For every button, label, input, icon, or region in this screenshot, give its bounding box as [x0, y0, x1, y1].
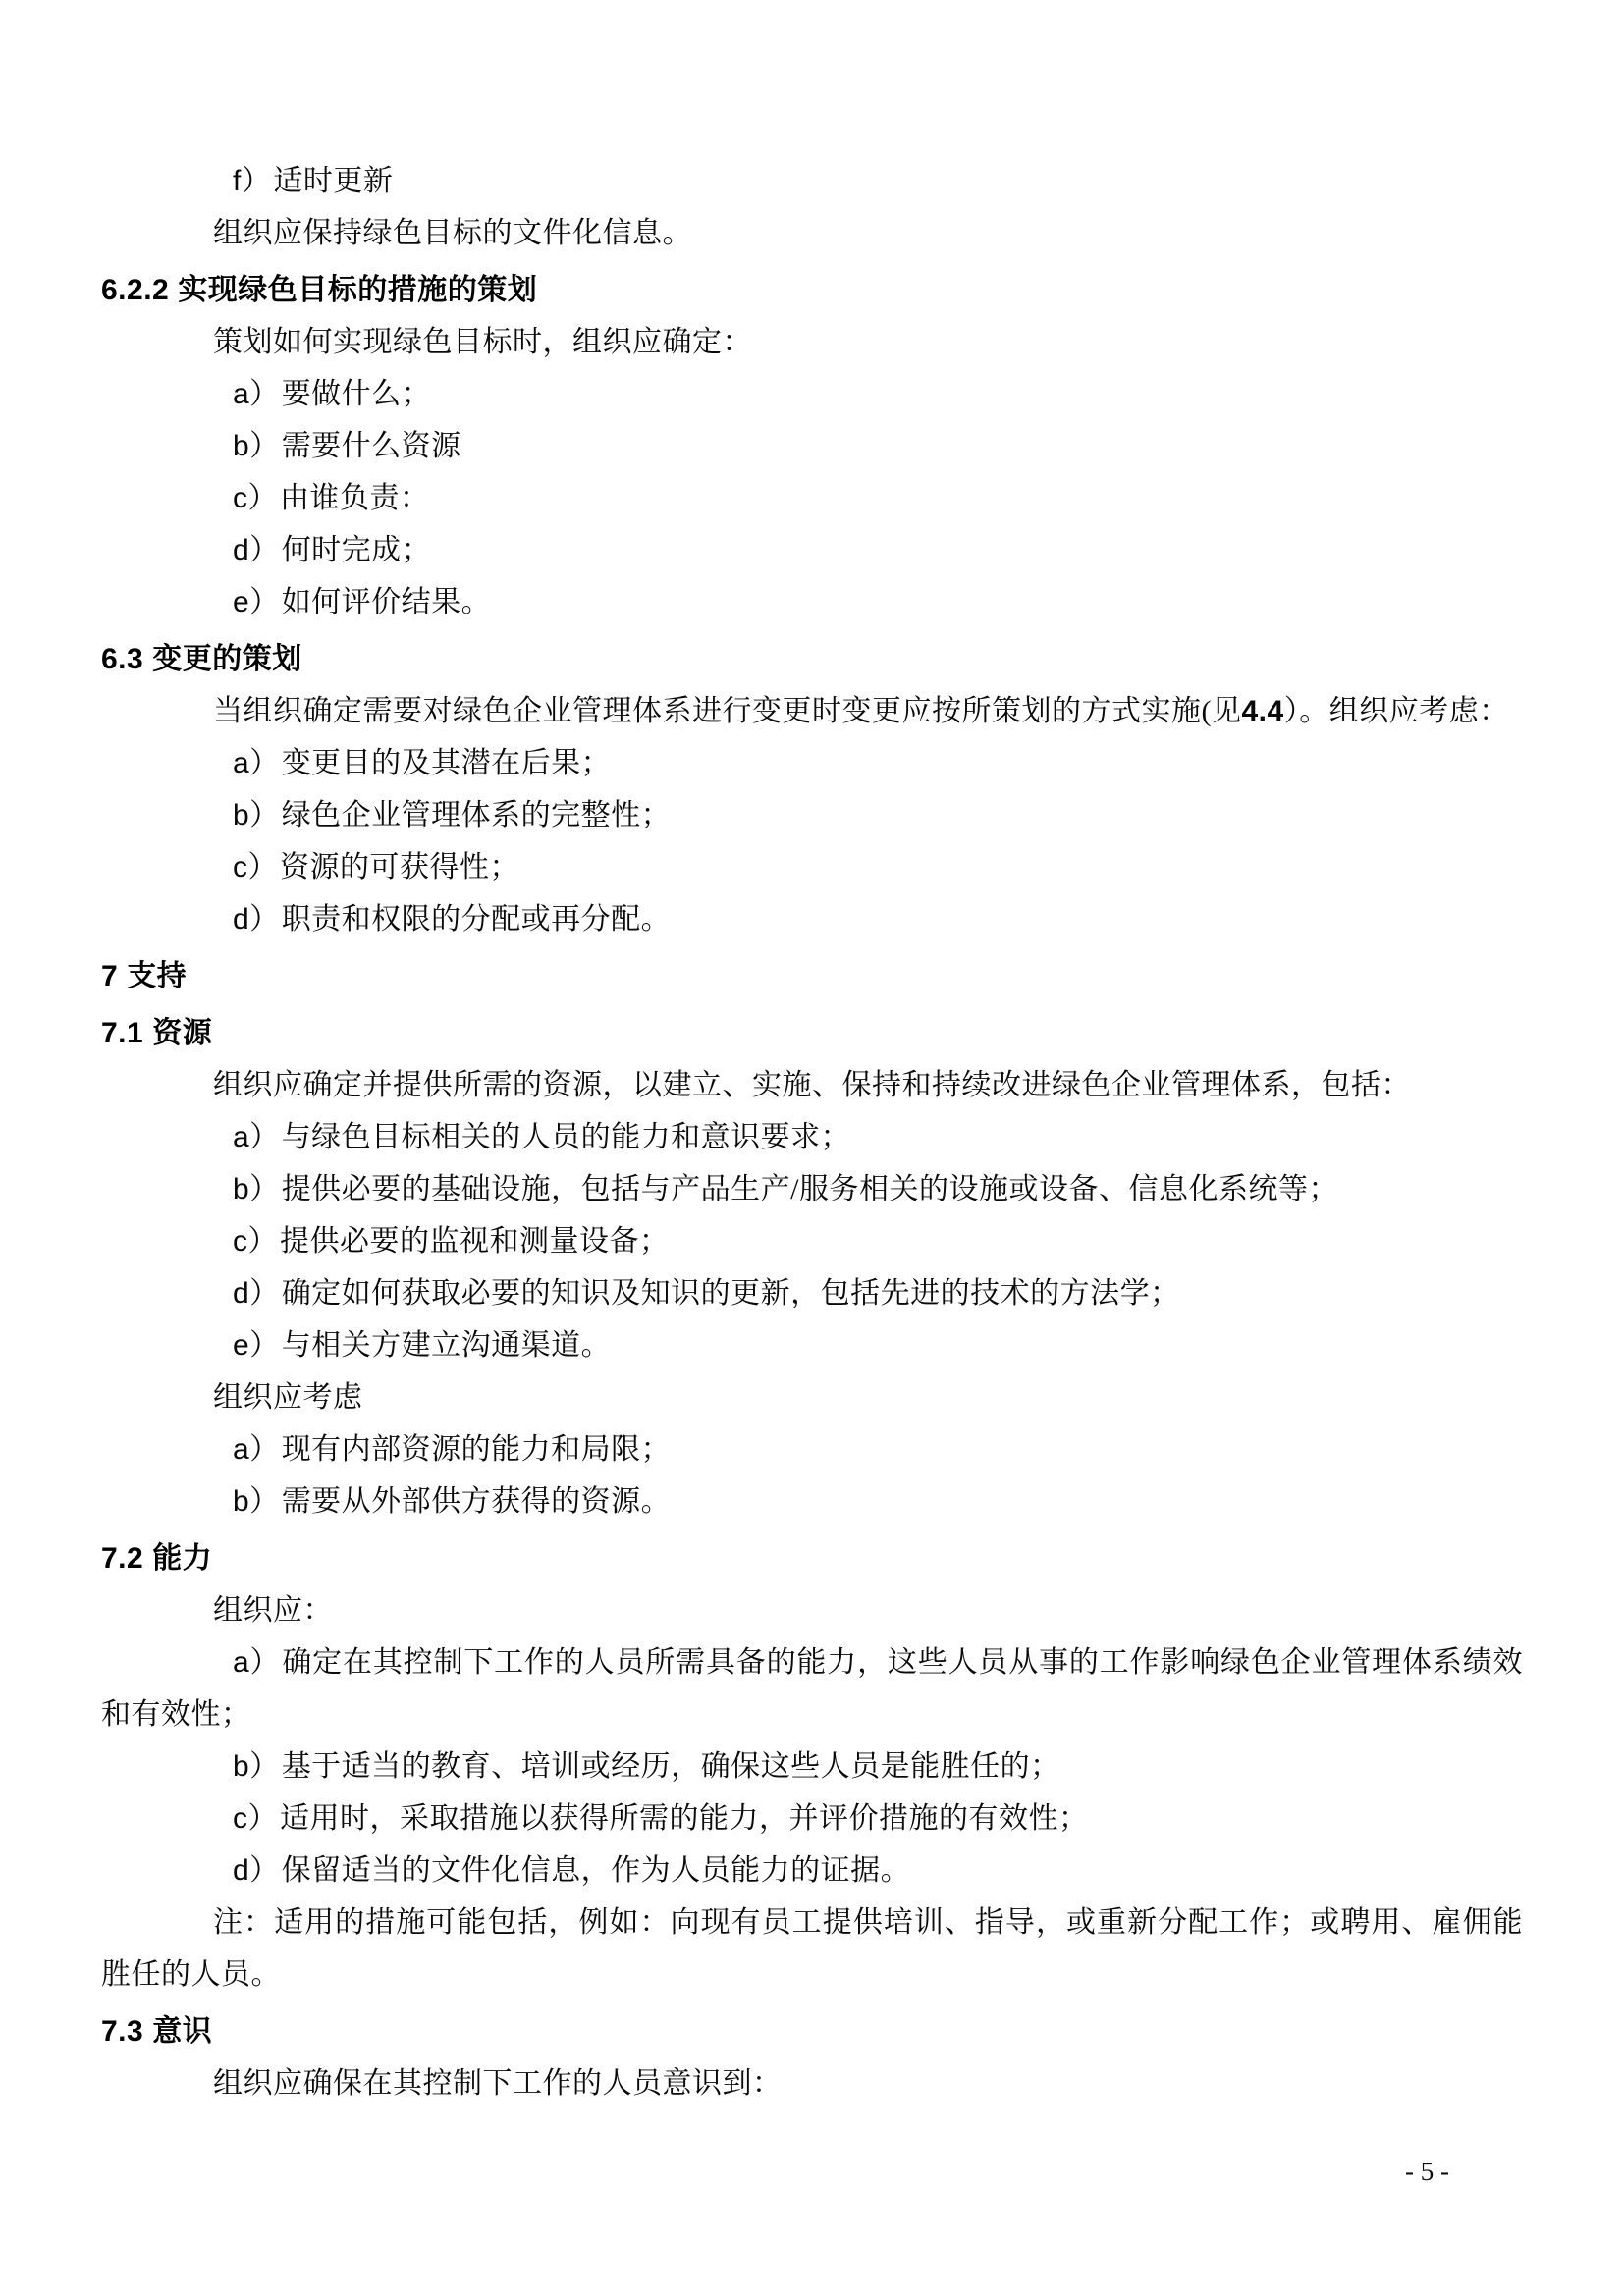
list-text: 要做什么； [281, 378, 432, 410]
list-item [101, 1475, 1523, 1527]
list-marker: d） [233, 903, 280, 935]
section-number: 6.3 [101, 643, 144, 675]
section-title: 支持 [127, 960, 188, 992]
page-footer [1405, 2152, 1449, 2191]
paragraph [101, 1896, 1523, 2001]
section-heading [101, 2005, 1523, 2057]
section-heading [101, 264, 1523, 316]
paragraph [101, 1584, 1523, 1636]
list-text: 由谁负责： [280, 482, 430, 514]
list-text: 基于适当的教育、培训或经历，确保这些人员是能胜任的； [281, 1750, 1060, 1783]
list-text: 资源的可获得性； [280, 851, 519, 883]
list-item [101, 1740, 1523, 1792]
list-marker: a） [233, 1121, 280, 1153]
paragraph-text: 4.4 [1241, 695, 1284, 727]
list-marker: c） [233, 482, 278, 514]
list-item [101, 1636, 1523, 1740]
paragraph-text: 组织应考虑 [213, 1381, 363, 1414]
list-item [101, 1423, 1523, 1475]
paragraph-text: 组织应保持绿色目标的文件化信息。 [213, 217, 692, 249]
list-text: 提供必要的监视和测量设备； [280, 1225, 670, 1257]
paragraph-text: 组织应确定并提供所需的资源，以建立、实施、保持和持续改进绿色企业管理体系，包括： [213, 1069, 1411, 1101]
list-text: 与相关方建立沟通渠道。 [281, 1329, 612, 1362]
list-marker: d） [233, 1277, 280, 1309]
document-blocks [101, 155, 1523, 2109]
paragraph-text: 组织应确保在其控制下工作的人员意识到： [213, 2067, 783, 2100]
list-text: 确定如何获取必要的知识及知识的更新，包括先进的技术的方法学； [281, 1277, 1180, 1309]
list-item [101, 1111, 1523, 1163]
paragraph-text: 策划如何实现绿色目标时，组织应确定： [213, 326, 752, 358]
list-item [101, 737, 1523, 789]
section-heading [101, 950, 1523, 1002]
list-item [101, 420, 1523, 472]
list-marker: a） [233, 747, 280, 779]
list-text: 现有内部资源的能力和局限； [281, 1433, 672, 1466]
section-title: 意识 [152, 2015, 213, 2048]
paragraph [101, 1371, 1523, 1423]
paragraph-text: 组织应： [213, 1594, 333, 1627]
list-text: 何时完成； [281, 534, 432, 566]
section-title: 实现绿色目标的措施的策划 [178, 274, 538, 306]
list-marker: c） [233, 851, 278, 883]
section-number: 6.2.2 [101, 274, 170, 306]
paragraph [101, 2057, 1523, 2109]
section-number: 7.2 [101, 1542, 144, 1575]
list-item [101, 576, 1523, 628]
section-number: 7.3 [101, 2015, 144, 2048]
list-marker: b） [233, 430, 280, 462]
section-number: 7.1 [101, 1017, 144, 1049]
list-marker: d） [233, 534, 280, 566]
list-item [101, 368, 1523, 420]
page-number: - 5 - [1405, 2157, 1449, 2186]
list-text: 与绿色目标相关的人员的能力和意识要求； [281, 1121, 851, 1153]
section-number: 7 [101, 960, 119, 992]
section-title: 资源 [152, 1017, 213, 1049]
section-title: 变更的策划 [152, 643, 302, 675]
list-marker: b） [233, 799, 280, 831]
list-item [101, 524, 1523, 576]
list-marker: a） [233, 1433, 280, 1466]
list-item [101, 1844, 1523, 1896]
paragraph [101, 316, 1523, 368]
section-heading [101, 633, 1523, 685]
list-text: 如何评价结果。 [281, 586, 492, 618]
section-heading [101, 1007, 1523, 1059]
list-item [101, 1163, 1523, 1215]
list-text: 适用时，采取措施以获得所需的能力，并评价措施的有效性； [280, 1802, 1089, 1835]
list-text: 确定在其控制下工作的人员所需具备的能力，这些人员从事的工作影响绿色企业管理体系绩效和有效性； [101, 1646, 1523, 1731]
section-heading [101, 1532, 1523, 1584]
paragraph [101, 685, 1523, 737]
list-item [101, 893, 1523, 945]
list-marker: b） [233, 1485, 280, 1518]
list-marker: c） [233, 1225, 278, 1257]
list-item [101, 472, 1523, 524]
paragraph [101, 207, 1523, 259]
paragraph-text: ）。组织应考虑： [1283, 695, 1509, 727]
list-item [101, 1792, 1523, 1844]
list-text: 需要什么资源 [281, 430, 461, 462]
list-marker: e） [233, 586, 280, 618]
list-text: 职责和权限的分配或再分配。 [281, 903, 672, 935]
list-marker: e） [233, 1329, 280, 1362]
list-marker: a） [233, 378, 280, 410]
list-text: 适时更新 [273, 165, 394, 197]
list-marker: b） [233, 1173, 280, 1205]
list-marker: f） [233, 165, 272, 197]
list-marker: d） [233, 1854, 280, 1887]
list-item [101, 841, 1523, 893]
list-text: 变更目的及其潜在后果； [281, 747, 612, 779]
list-item [101, 1215, 1523, 1267]
paragraph-text: 注：适用的措施可能包括，例如：向现有员工提供培训、指导，或重新分配工作；或聘用、雇佣能胜任的人员。 [101, 1906, 1523, 1991]
list-item [101, 1267, 1523, 1319]
paragraph [101, 1059, 1523, 1111]
list-text: 绿色企业管理体系的完整性； [281, 799, 672, 831]
list-item [101, 1319, 1523, 1371]
list-marker: a） [233, 1646, 281, 1679]
list-text: 保留适当的文件化信息，作为人员能力的证据。 [281, 1854, 911, 1887]
list-text: 需要从外部供方获得的资源。 [281, 1485, 672, 1518]
paragraph-text: 当组织确定需要对绿色企业管理体系进行变更时变更应按所策划的方式实施(见 [213, 695, 1242, 727]
section-title: 能力 [152, 1542, 213, 1575]
list-text: 提供必要的基础设施，包括与产品生产/服务相关的设施或设备、信息化系统等； [281, 1173, 1339, 1205]
list-marker: b） [233, 1750, 280, 1783]
list-marker: c） [233, 1802, 278, 1835]
list-item [101, 155, 1523, 207]
list-item [101, 789, 1523, 841]
